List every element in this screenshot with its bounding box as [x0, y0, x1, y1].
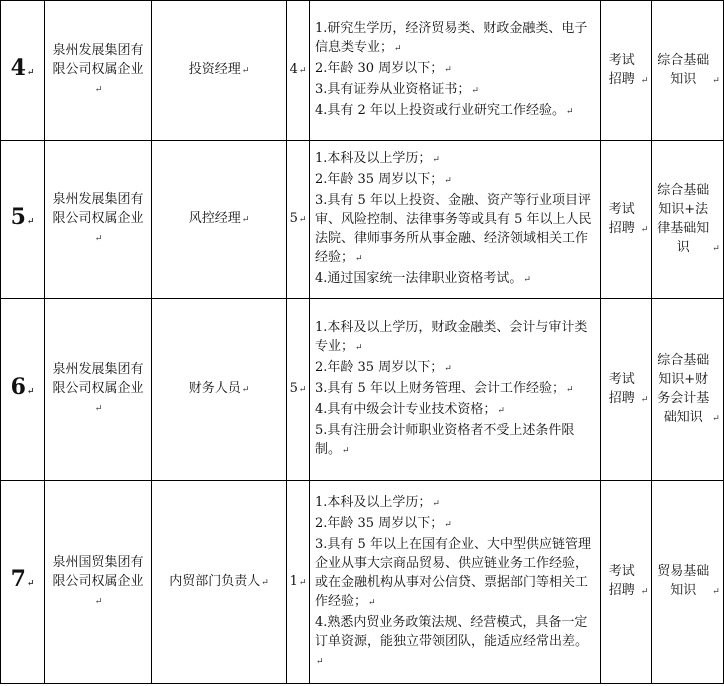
- requirement-item: 3.具有 5 年以上在国有企业、大中型供应链管理企业从事大宗商品贸易、供应链业务工作经验，或在金融机构从事对公信贷、票据部门等相关工作经验；↵: [315, 536, 591, 609]
- requirement-item: 4.具有中级会计专业技术资格；↵: [315, 402, 505, 417]
- exam-subject: 综合基础知识+法律基础知识: [657, 182, 710, 255]
- subject-cell: 综合基础知识+法律基础知识 ↵: [652, 141, 724, 299]
- requirement-item: 1.本科及以上学历；↵: [315, 494, 440, 510]
- requirement-item: 3.具有 5 年以上财务管理、会计工作经验；↵: [315, 381, 574, 396]
- count-cell: 5↵: [287, 299, 310, 481]
- requirement-item: 4.具有 2 年以上投资或行业研究工作经验。↵: [315, 103, 574, 118]
- row-number: 6: [10, 373, 26, 400]
- requirements-cell: [310, 141, 601, 299]
- row-number: 4: [10, 54, 26, 81]
- unit-name: 泉州发展集团有限公司权属企业: [52, 192, 144, 226]
- requirements-cell: [310, 1, 601, 141]
- count-cell: [287, 1, 310, 141]
- row-number: 5: [10, 203, 26, 230]
- method-cell: 考试招聘 ↵: [601, 1, 652, 141]
- position-count: 5: [289, 211, 298, 226]
- paragraph-mark: ↵: [26, 67, 35, 78]
- unit-cell: 泉州国贸集团有限公司权属企业↵: [45, 481, 152, 684]
- unit-name: 泉州发展集团有限公司权属企业: [52, 43, 144, 77]
- requirements-cell: [310, 299, 601, 481]
- requirement-item: 4.熟悉内贸业务政策法规、经营模式，具备一定订单资源，能独立带领团队，能适应经常出差。↵: [315, 614, 589, 667]
- row-number-cell: 7↵: [1, 481, 45, 684]
- paragraph-mark: ↵: [241, 66, 250, 76]
- requirement-item: 2.年龄 35 周岁以下；↵: [315, 515, 452, 531]
- row-number: 7: [10, 566, 26, 592]
- position-count: 5: [289, 381, 298, 396]
- requirement-item: 3.具有证券从业资格证书；↵: [315, 82, 479, 97]
- requirement-item: 4.通过国家统一法律职业资格考试。↵: [315, 271, 531, 286]
- requirement-item: 1.研究生学历，经济贸易类、财政金融类、电子信息类专业；↵: [315, 21, 588, 55]
- requirement-item: 1.本科及以上学历，财政金融类、会计与审计类专业；↵: [315, 320, 588, 354]
- subject-cell: 综合基础知识+财务会计基础知识 ↵: [652, 299, 724, 481]
- position-cell: 财务人员↵: [152, 299, 287, 481]
- row-number-cell: 5↵: [1, 141, 45, 299]
- recruit-method: 考试招聘: [608, 564, 635, 598]
- unit-name: 泉州发展集团有限公司权属企业: [52, 362, 144, 396]
- row-number-cell: [1, 1, 45, 141]
- position-count: 4: [289, 62, 298, 77]
- requirement-item: 5.具有注册会计师职业资格者不受上述条件限制。↵: [315, 423, 575, 457]
- unit-cell: 泉州发展集团有限公司权属企业↵: [45, 141, 152, 299]
- table-row: [1, 481, 724, 684]
- method-cell: 考试招聘 ↵: [601, 299, 652, 481]
- requirement-item: 2.年龄 35 周岁以下；↵: [315, 360, 452, 375]
- row-number-cell: 6↵: [1, 299, 45, 481]
- position-cell: [152, 1, 287, 141]
- count-cell: 5↵: [287, 141, 310, 299]
- position-name: 风控经理: [188, 211, 241, 226]
- requirement-item: 2.年龄 35 周岁以下；↵: [315, 172, 452, 187]
- position-name: 内贸部门负责人: [169, 573, 261, 589]
- recruitment-table-body: [1, 1, 724, 684]
- count-cell: 1↵: [287, 481, 310, 684]
- exam-subject: 综合基础知识+财务会计基础知识: [657, 352, 710, 425]
- position-name: 投资经理: [188, 62, 241, 77]
- unit-name: 泉州国贸集团有限公司权属企业: [52, 554, 144, 589]
- table-row: [1, 141, 724, 299]
- unit-cell: [45, 1, 152, 141]
- requirements-cell: [310, 481, 601, 684]
- requirement-item: 1.本科及以上学历；↵: [315, 151, 440, 166]
- recruit-method: 考试招聘: [608, 52, 635, 87]
- requirement-item: 3.具有 5 年以上投资、金融、资产等行业项目评审、风险控制、法律事务等或具有 5 年以上人民法院、律师事务所从事金融、经济领域相关工作经验；↵: [315, 193, 592, 265]
- position-cell: 内贸部门负责人↵: [152, 481, 287, 684]
- recruit-method: 考试招聘: [608, 201, 635, 236]
- position-count: 1: [289, 573, 298, 589]
- position-name: 财务人员: [188, 381, 241, 396]
- table-row: [1, 1, 724, 141]
- subject-cell: 贸易基础知识 ↵: [652, 481, 724, 684]
- method-cell: 考试招聘 ↵: [601, 481, 652, 684]
- exam-subject: 贸易基础知识: [657, 564, 710, 598]
- method-cell: 考试招聘 ↵: [601, 141, 652, 299]
- position-cell: 风控经理↵: [152, 141, 287, 299]
- table-row: [1, 299, 724, 481]
- paragraph-mark: ↵: [94, 85, 103, 95]
- exam-subject: 综合基础知识: [657, 52, 710, 87]
- recruit-method: 考试招聘: [608, 371, 635, 406]
- requirement-item: 2.年龄 30 周岁以下；↵: [315, 61, 452, 76]
- subject-cell: 综合基础知识 ↵: [652, 1, 724, 141]
- paragraph-mark: ↵: [298, 66, 307, 76]
- unit-cell: 泉州发展集团有限公司权属企业↵: [45, 299, 152, 481]
